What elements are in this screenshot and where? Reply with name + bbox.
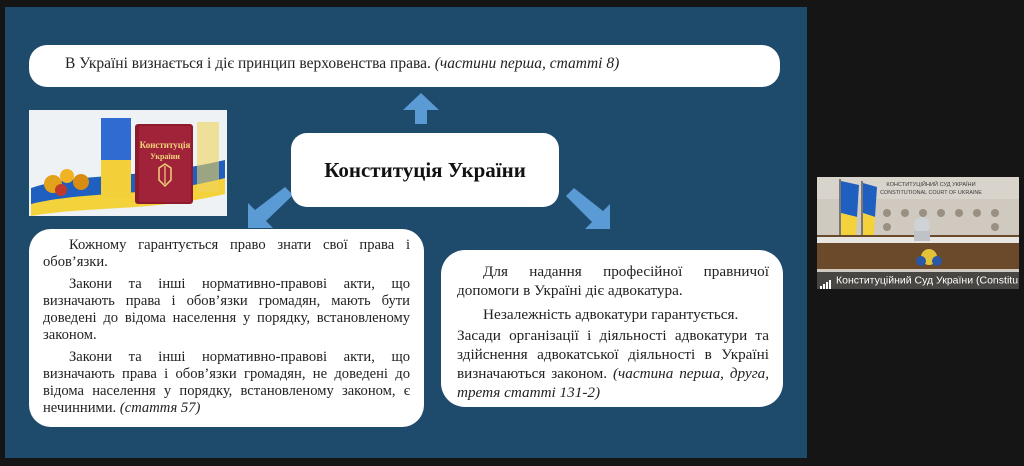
speaker-figure — [914, 217, 930, 233]
book-title-line1: Конституція — [139, 140, 191, 150]
article-131-2-citation: (частина перша, друга, третя статті 131-2) — [457, 365, 770, 401]
flag-yellow-rect — [101, 160, 131, 198]
article-57-paragraph-3: Закони та інші нормативно-правові акти, що визначають права і обов’язки громадян, не доведені до відома населення у порядку, встановленому законом, є нечинними. (стаття 57) — [43, 349, 410, 416]
flag-blue-rect — [101, 118, 131, 160]
constitution-title: Конституція України — [324, 157, 526, 182]
arrow-up-icon — [403, 93, 439, 124]
article-131-2-paragraph-3: Засади організації і діяльності адвокатури та здійснення адвокатської діяльності в Україні визначаються законом. (частина перша, друга, третя статті 131-2) — [457, 327, 770, 401]
participant-video-tile[interactable] — [817, 177, 1019, 289]
rule-of-law-statement-box — [29, 45, 780, 87]
signal-bars-icon — [820, 272, 832, 289]
participant-name: Конституційний Суд України (Constitu — [836, 274, 1019, 287]
court-sign-english: CONSTITUTIONAL COURT OF UKRAINE — [880, 190, 982, 196]
court-sign-ukrainian: КОНСТИТУЦІЙНИЙ СУД УКРАЇНИ — [886, 182, 976, 188]
arrow-down-right-icon — [566, 188, 610, 229]
article-131-2-paragraph-1: Для надання професійної правничої допомоги в Україні діє адвокатура. — [457, 263, 769, 299]
constitution-illustration — [29, 110, 227, 216]
article-57-citation: (стаття 57) — [119, 400, 201, 416]
article-57-paragraph-1: Кожному гарантується право знати свої права і обов’язки. — [43, 237, 410, 270]
participant-name-bar — [817, 272, 1019, 289]
arrow-down-left-icon — [248, 187, 293, 228]
presentation-slide — [5, 7, 807, 458]
book-title-line2: України — [150, 152, 180, 161]
rule-of-law-citation: (частини перша, статті 8) — [434, 55, 620, 72]
article-57-paragraph-2: Закони та інші нормативно-правові акти, що визначають права і обов’язки громадян, мають бути доведені до відома населення у порядку, встановленому законом. — [43, 276, 410, 343]
article-131-2-paragraph-2: Незалежність адвокатури гарантується. — [483, 306, 739, 323]
rule-of-law-statement: В Україні визнається і діє принцип верховенства права. — [65, 55, 431, 72]
article-57-box — [29, 229, 424, 427]
article-131-2-box — [441, 250, 783, 407]
constitution-title-box — [291, 133, 559, 207]
